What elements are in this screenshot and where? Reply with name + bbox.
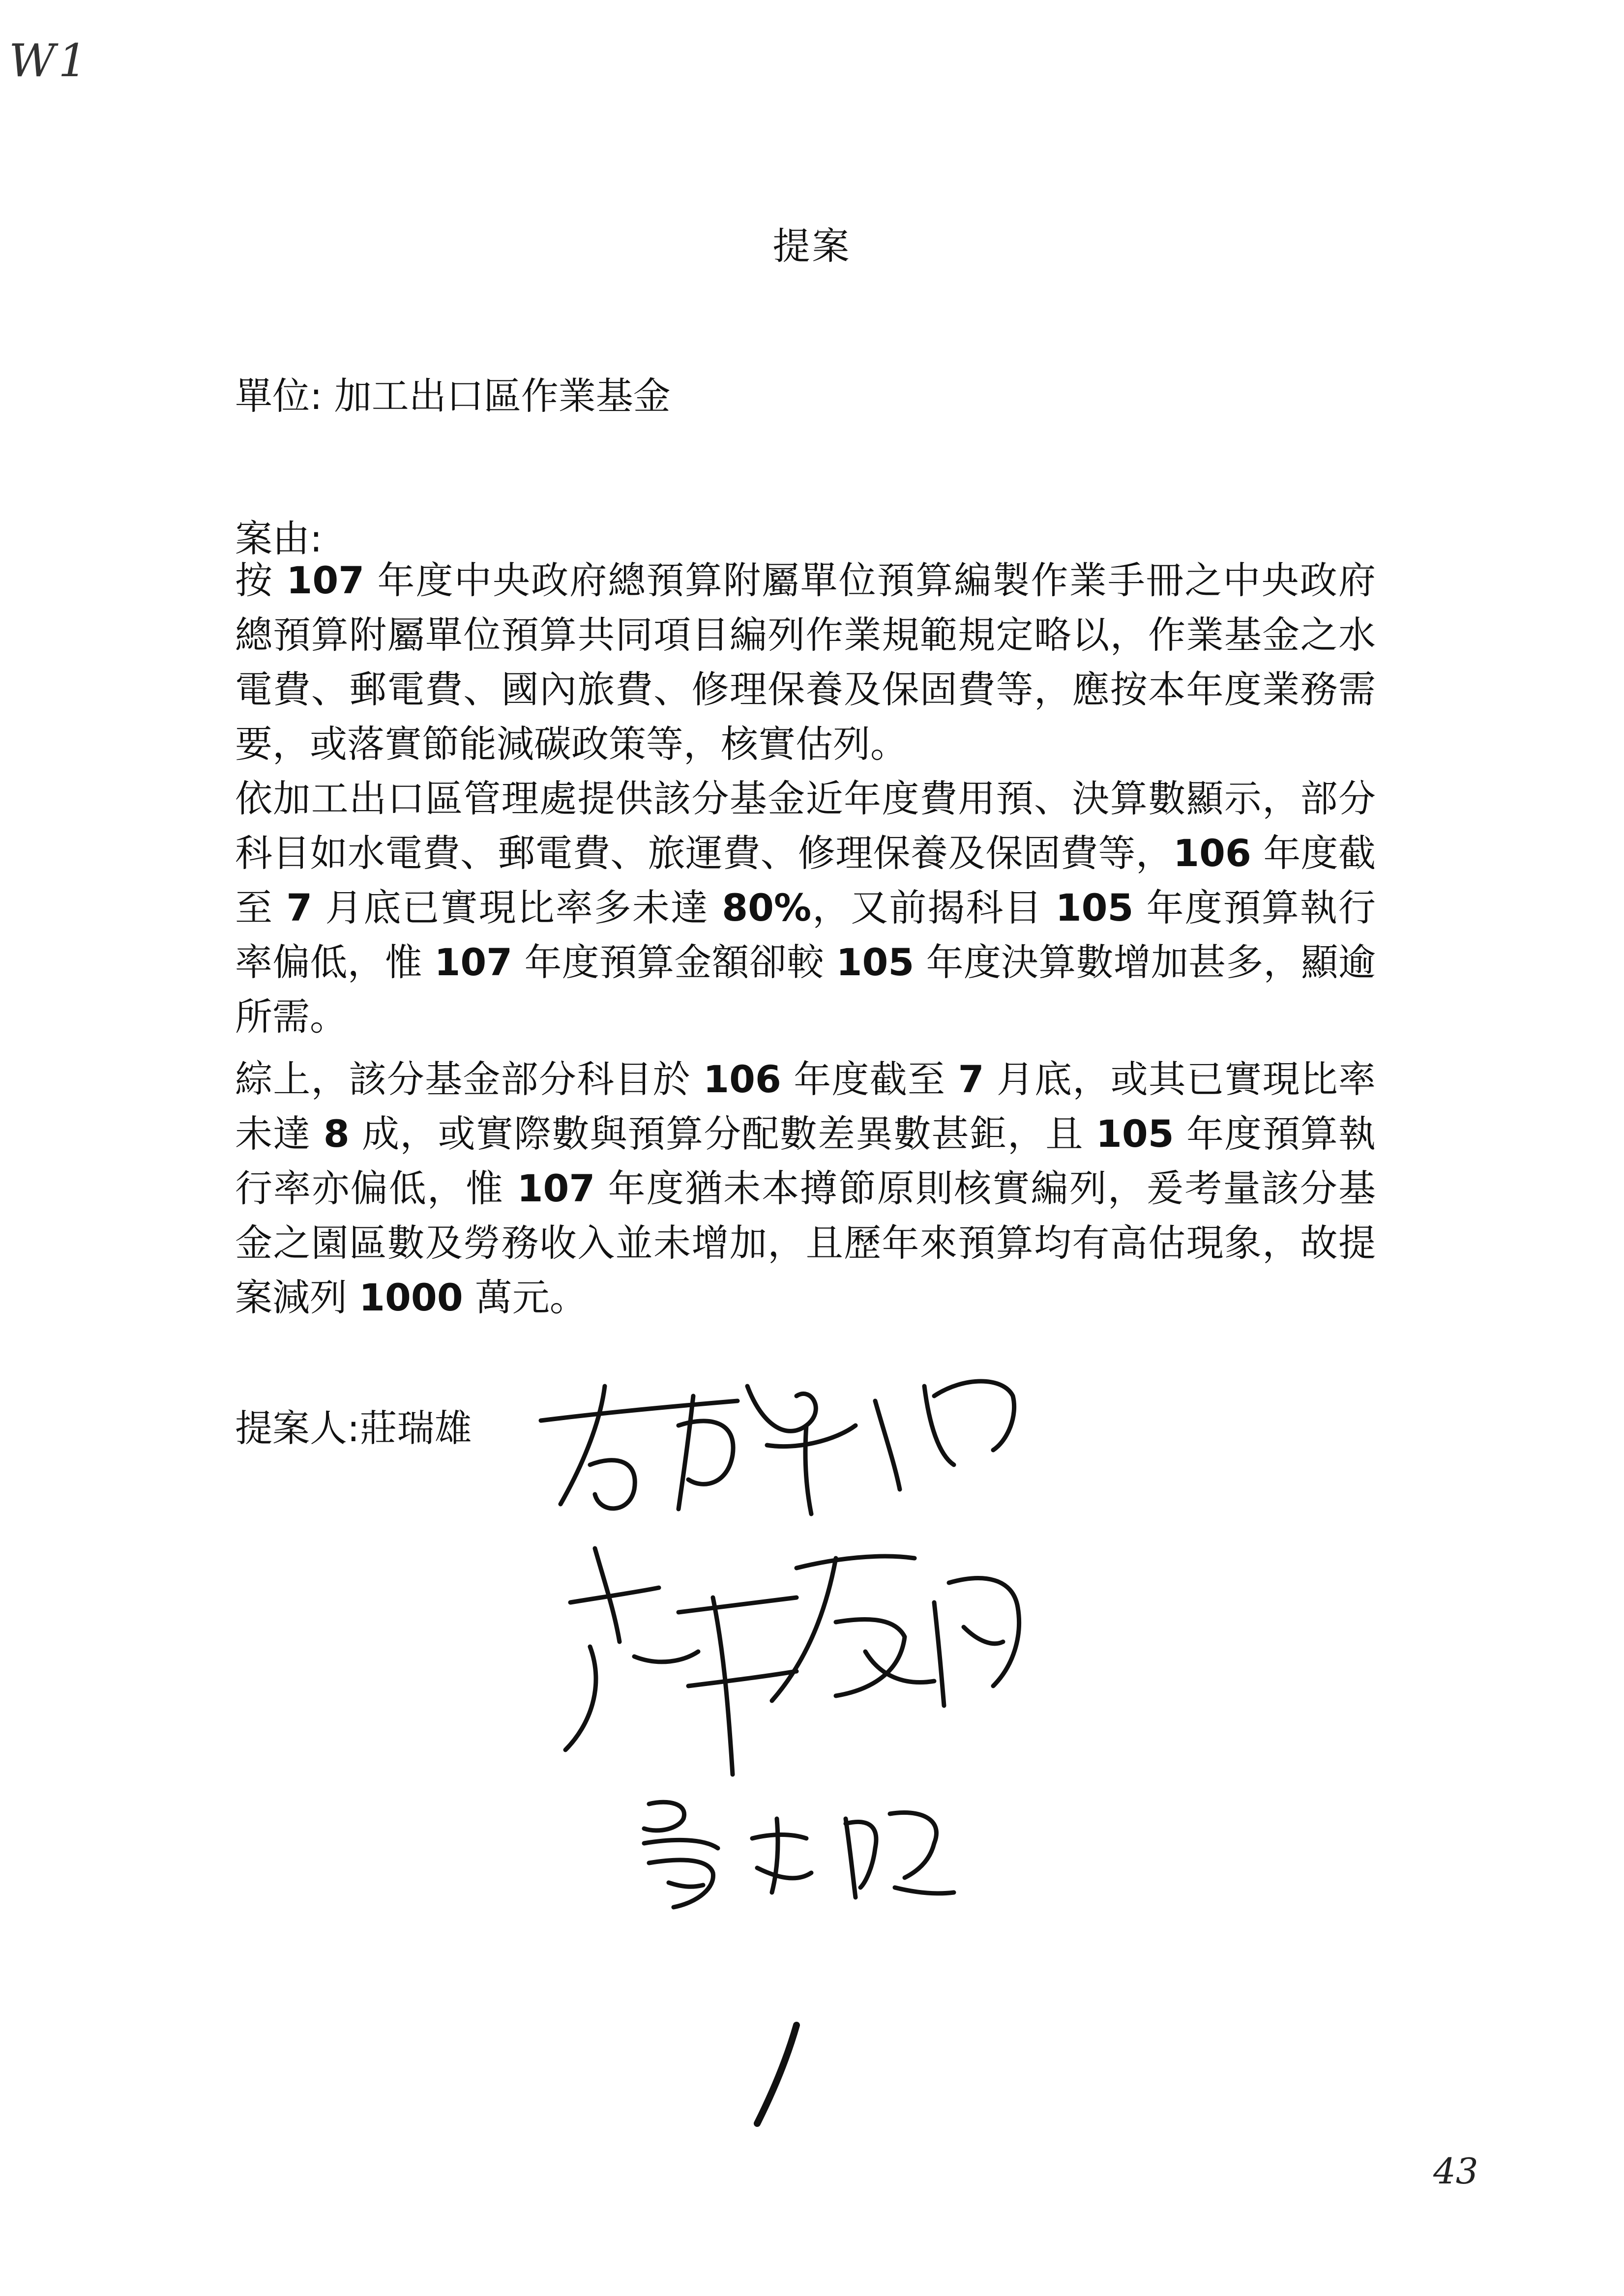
reason-body — [235, 553, 1376, 1044]
unit-line — [235, 366, 671, 420]
unit-value: 加工出口區作業基金 — [334, 374, 671, 418]
signature-3-drawing — [629, 1789, 964, 1917]
handwritten-stroke-mark — [742, 2015, 811, 2133]
stroke-mark-drawing — [742, 2015, 811, 2133]
proposer-line: 提案人:莊瑞雄 — [235, 1406, 472, 1450]
handwritten-signature-3 — [629, 1789, 964, 1917]
signature-2-drawing — [561, 1539, 1052, 1794]
handwritten-signature-2 — [561, 1539, 1052, 1794]
signature-1-drawing — [531, 1366, 1023, 1524]
conclusion-body — [235, 1052, 1376, 1325]
document-title: 提案 — [772, 224, 852, 268]
page-number: 43 — [1433, 2151, 1478, 2192]
paragraph-2: 依加工出口區管理處提供該分基金近年度費用預、決算數顯示，部分科目如水電費、郵電費、旅運費、修理保養及保固費等，106 年度截至 7 月底已實現比率多未達 80%，又前揭科目 105 年度預算執行率偏低，惟 107 年度預算金額卻較 105 年度決算數增加甚多，顯逾所需。 — [235, 777, 1376, 1039]
paragraph-3: 綜上，該分基金部分科目於 106 年度截至 7 月底，或其已實現比率未達 8 成，或實際數與預算分配數差異數甚鉅，且 105 年度預算執行率亦偏低，惟 107 年度猶未本撙節原則核實編列，爰考量該分基金之園區數及勞務收入並未增加，且歷年來預算均有高估現象，故提案減列 1000 萬元。 — [235, 1057, 1376, 1319]
paragraph-1: 按 107 年度中央政府總預算附屬單位預算編製作業手冊之中央政府總預算附屬單位預算共同項目編列作業規範規定略以，作業基金之水電費、郵電費、國內旅費、修理保養及保固費等，應按本年度業務需要，或落實節能減碳政策等，核實估列。 — [235, 558, 1376, 766]
handwritten-signature-1 — [531, 1366, 1023, 1524]
corner-handwritten-mark: W1 — [9, 34, 90, 87]
reason-label: 案由: — [235, 517, 323, 560]
unit-label: 單位: — [235, 374, 323, 418]
